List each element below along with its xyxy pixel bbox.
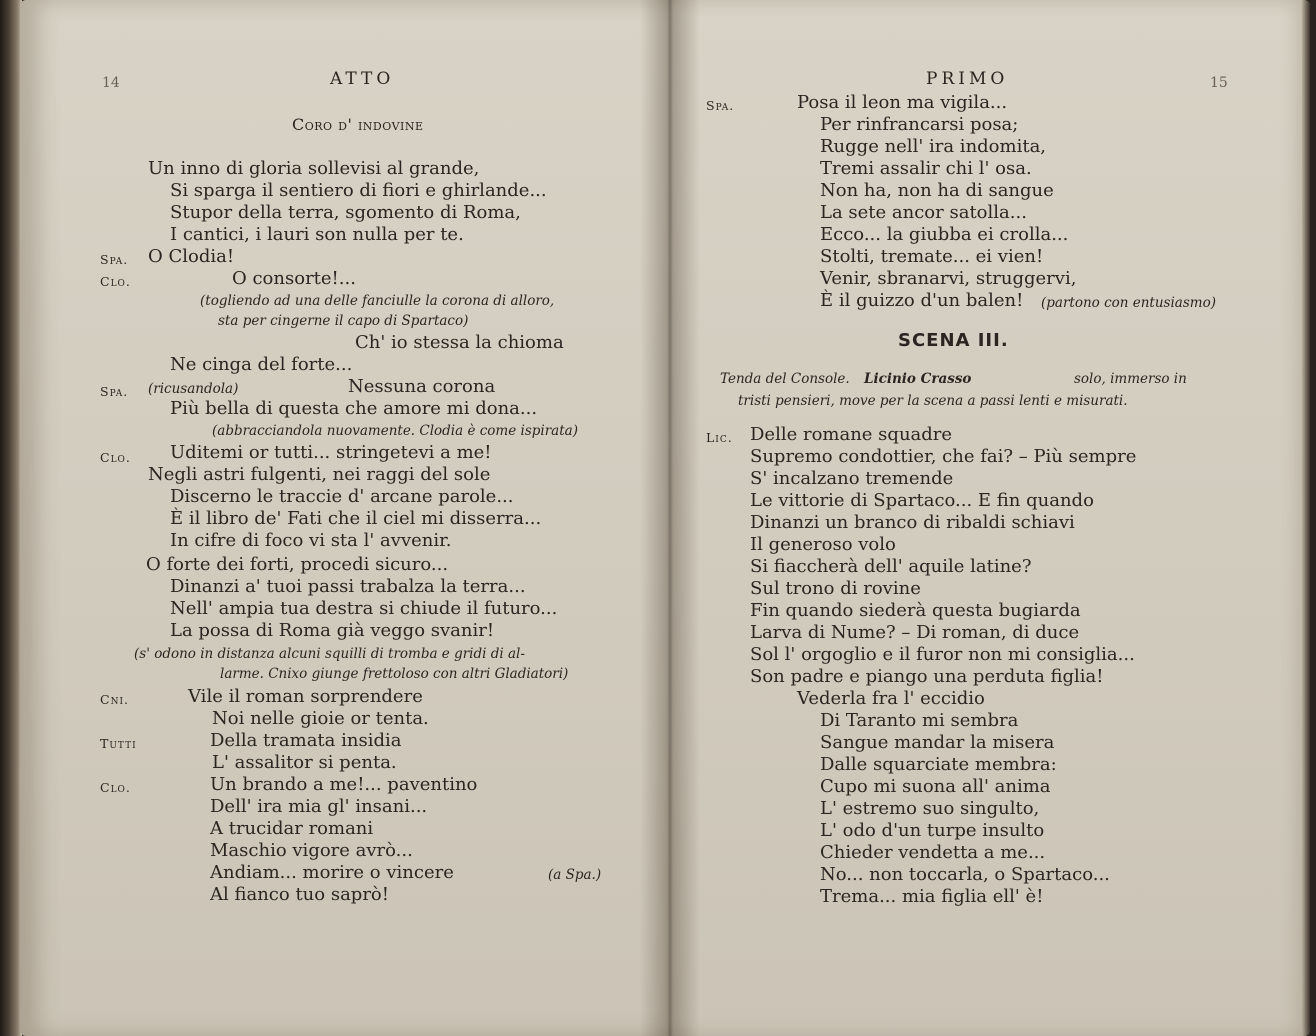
verse-line: Per rinfrancarsi posa; [820,114,1019,135]
book-edge-left [0,0,22,1036]
verse-line: Fin quando siederà questa bugiarda [750,600,1081,621]
stage-direction: Tenda del Console. [720,371,850,387]
scene-title: SCENA III. [898,330,1009,351]
verse-line: L' assalitor si penta. [212,752,397,773]
verse-line: Dell' ira mia gl' insani... [210,796,428,817]
verse-line: Più bella di questa che amore mi dona... [170,398,538,419]
verse-line: Trema... mia figlia ell' è! [820,886,1044,907]
verse-line: Non ha, non ha di sangue [820,180,1054,201]
verse-line: Venir, sbranarvi, struggervi, [820,268,1077,289]
speaker-label: Clo. [100,450,131,465]
verse-line: Stolti, tremate... ei vien! [820,246,1044,267]
page-number: 15 [1210,75,1228,91]
verse-line: I cantici, i lauri son nulla per te. [170,224,464,245]
verse-line: Negli astri fulgenti, nei raggi del sole [148,464,491,485]
verse-line: È il guizzo d'un balen! [820,290,1024,311]
verse-line: Ch' io stessa la chioma [355,332,564,353]
verse-line: Un brando a me!... paventino [210,774,478,795]
stage-direction: (togliendo ad una delle fanciulle la corona di alloro, [200,293,555,309]
section-heading: Coro d' indovine [292,115,424,134]
verse-line: Maschio vigore avrò... [210,840,413,861]
character-name: Licinio Crasso [864,371,972,387]
verse-line: Al fianco tuo saprò! [210,884,389,905]
verse-line: Vederla fra l' eccidio [797,688,985,709]
verse-line: Ne cinga del forte... [170,354,353,375]
verse-line: La sete ancor satolla... [820,202,1027,223]
verse-line: Noi nelle gioie or tenta. [212,708,429,729]
stage-direction: (partono con entusiasmo) [1041,295,1216,311]
verse-line: L' estremo suo singulto, [820,798,1040,819]
verse-line: Si sparga il sentiero di fiori e ghirlande... [170,180,547,201]
verse-line: Posa il leon ma vigila... [797,92,1008,113]
verse-line: Dinanzi a' tuoi passi trabalza la terra... [170,576,526,597]
verse-line: Uditemi or tutti... stringetevi a me! [170,442,492,463]
verse-line: Sul trono di rovine [750,578,921,599]
verse-line: Cupo mi suona all' anima [820,776,1051,797]
left-page [20,0,670,1036]
stage-direction: (s' odono in distanza alcuni squilli di tromba e gridi di al- [134,646,525,662]
verse-line: O Clodia! [148,246,235,267]
running-head: ATTO [330,69,395,89]
verse-line: O forte dei forti, procedi sicuro... [146,554,449,575]
stage-direction: (abbracciandola nuovamente. Clodia è come ispirata) [212,423,578,439]
stage-direction: solo, immerso in [1074,371,1187,387]
right-page [670,0,1310,1036]
verse-line: La possa di Roma già veggo svanir! [170,620,495,641]
verse-line: Un inno di gloria sollevisi al grande, [148,158,480,179]
speaker-label: Clo. [100,274,131,289]
stage-direction: tristi pensieri, move per la scena a passi lenti e misurati. [738,393,1128,409]
verse-line: In cifre di foco vi sta l' avvenir. [170,530,452,551]
verse-line: Larva di Nume? – Di roman, di duce [750,622,1080,643]
verse-line: Dinanzi un branco di ribaldi schiavi [750,512,1075,533]
speaker-label: Tutti [100,736,137,751]
page-number: 14 [102,75,120,91]
speaker-label: Spa. [706,98,735,113]
verse-line: L' odo d'un turpe insulto [820,820,1045,841]
stage-direction: larme. Cnixo giunge frettoloso con altri Gladiatori) [220,666,569,682]
verse-line: Andiam... morire o vincere [210,862,454,883]
verse-line: Stupor della terra, sgomento di Roma, [170,202,521,223]
speaker-label: Spa. [100,384,129,399]
verse-line: È il libro de' Fati che il ciel mi disserra... [170,508,542,529]
verse-line: Rugge nell' ira indomita, [820,136,1047,157]
verse-line: Discerno le traccie d' arcane parole... [170,486,514,507]
verse-line: S' incalzano tremende [750,468,954,489]
verse-line: Ecco... la giubba ei crolla... [820,224,1069,245]
speaker-label: Lic. [706,430,733,445]
verse-line: Le vittorie di Spartaco... E fin quando [750,490,1094,511]
verse-line: O consorte!... [232,268,356,289]
speaker-label: Clo. [100,780,131,795]
verse-line: Son padre e piango una perduta figlia! [750,666,1104,687]
verse-line: Chieder vendetta a me... [820,842,1046,863]
speaker-label: Cni. [100,692,129,707]
verse-line: Della tramata insidia [210,730,402,751]
verse-line: Dalle squarciate membra: [820,754,1057,775]
stage-direction: sta per cingerne il capo di Spartaco) [218,313,469,329]
verse-line: Delle romane squadre [750,424,953,445]
verse-line: No... non toccarla, o Spartaco... [820,864,1110,885]
verse-line: Vile il roman sorprendere [188,686,423,707]
book-edge-right [1302,0,1310,1036]
verse-line: Si fiaccherà dell' aquile latine? [750,556,1032,577]
verse-line: Tremi assalir chi l' osa. [820,158,1032,179]
verse-line: A trucidar romani [210,818,374,839]
stage-direction: (a Spa.) [548,867,602,883]
verse-line: Sol l' orgoglio e il furor non mi consiglia... [750,644,1135,665]
verse-line: Nell' ampia tua destra si chiude il futuro... [170,598,558,619]
stage-direction: (ricusandola) [148,381,239,397]
running-head: PRIMO [926,69,1009,89]
verse-line: Di Taranto mi sembra [820,710,1019,731]
speaker-label: Spa. [100,252,129,267]
verse-line: Supremo condottier, che fai? – Più sempre [750,446,1137,467]
verse-line: Il generoso volo [750,534,896,555]
verse-line: Sangue mandar la misera [820,732,1055,753]
verse-line: Nessuna corona [348,376,496,397]
